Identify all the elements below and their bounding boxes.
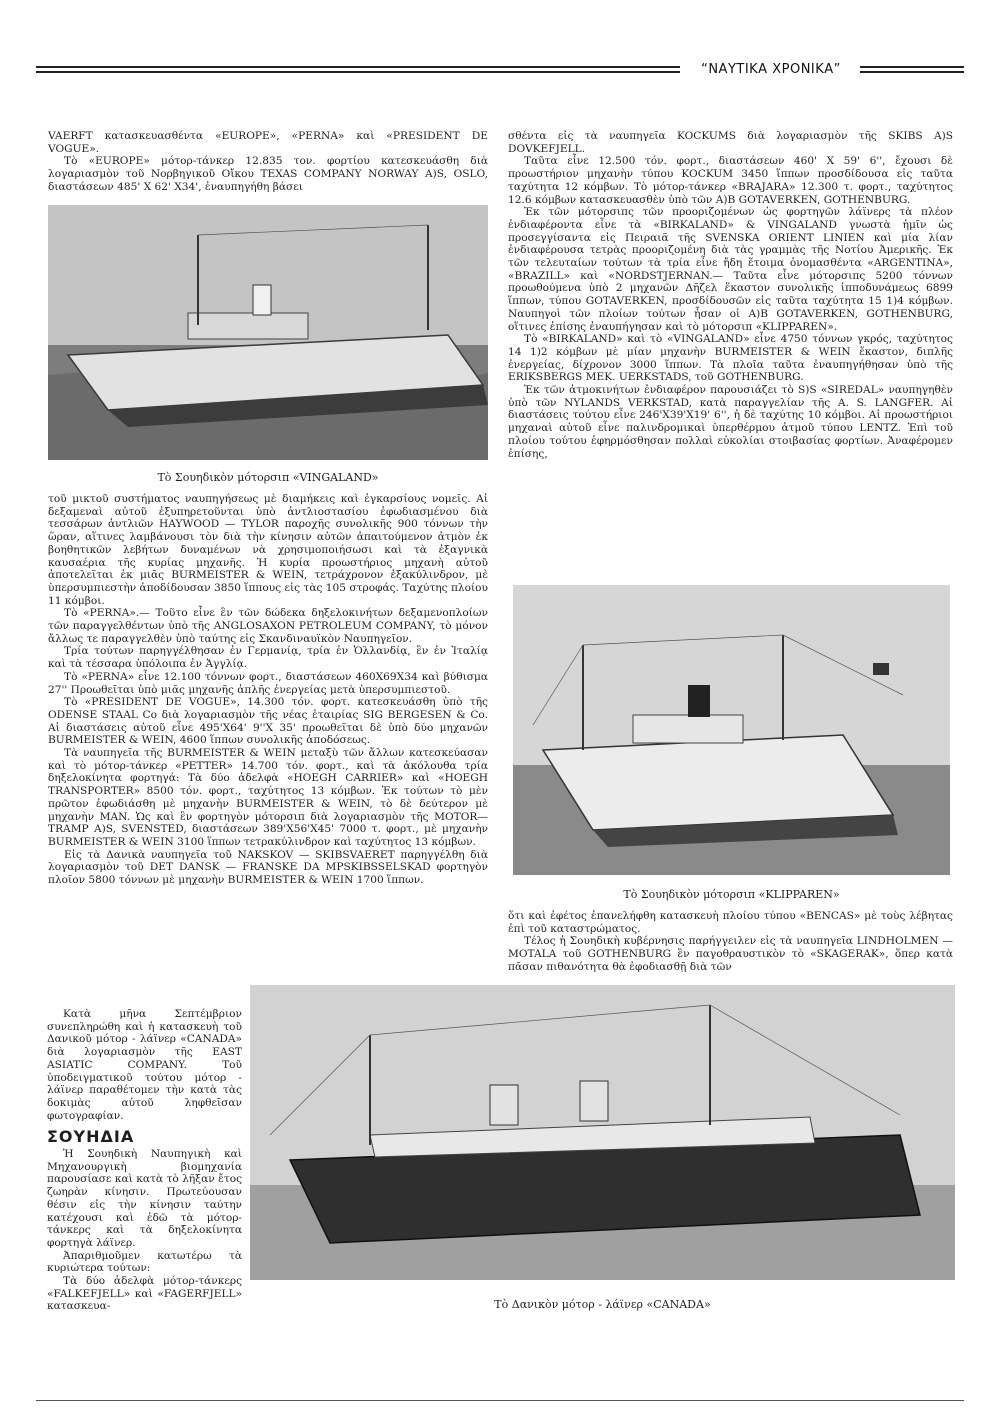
left-bottom-text	[47, 1008, 242, 1122]
paragraph: Τὰ ναυπηγεῖα τῆς BURMEISTER & WEIN μεταξὺ τῶν ἄλλων κατεσκεύασαν καὶ τὸ μότορ-τάνκερ «PETTER» 14.700 τόν. φορτ., καὶ τὰ ἀκόλουθα τρία δηξελοκίνητα φορτηγά: Τὰ δύο ἀδελφὰ «HOEGH CARRIER» καὶ «HOEGH TRANSPORTER» 8500 τόν. φορτ., ταχύτητος 13 κόμβων. Ἐκ τούτων τὸ μὲν πρῶτον ἐφωδιάσθη μὲ μηχανὴν BURMEISTER & WEIN, τὸ δὲ δεύτερον μὲ μηχανὴν MAN. Ὡς καὶ ἓν φορτηγὸν μότορσιπ διὰ λογαριασμὸν τῆς MOTOR—TRAMP A)S, SVENSTED, διαστάσεων 389'X56'X45' 7000 τ. φορτ., μὲ μηχανὴν BURMEISTER & WEIN 3100 ἵππων τετρακύλινδρον καὶ ταχύτητος 13 κόμβων.	[48, 747, 488, 848]
paragraph: Τὸ «PERNA».— Τοῦτο εἶνε ἓν τῶν δώδεκα δηξελοκινήτων δεξαμενοπλοίων τῶν παραγγελθέντων ὑπὸ τῆς ANGLOSAXON PETROLEUM COMPANY, τὸ μόνον ἄλλως τε παραγγελθὲν ὑπὸ ταύτης εἰς Σκανδιναυϊκὸν Ναυπηγεῖον.	[48, 607, 488, 645]
paragraph: Τὸ «BIRKALAND» καὶ τὸ «VINGALAND» εἶνε 4750 τόννων γκρός, ταχύτητος 14 1)2 κόμβων μὲ μίαν μηχανὴν BURMEISTER & WEIN ἕκαστον, διπλῆς ἐνεργείας, δίχρονον 3000 ἵππων. Τὰ πλοῖα ταῦτα ἐναυπηγήθησαν ὑπὸ τῆς ERIKSBERGS MEK. UERKSTADS, τοῦ GOTHENBURG.	[508, 333, 953, 384]
paragraph: Τὸ «PERNA» εἶνε 12.100 τόννων φορτ., διαστάσεων 460X69X34 καὶ βύθισμα 27'' Προωθεῖται ὑπὸ μιᾶς μηχανῆς ἁπλῆς ἐνεργείας μετὰ ὑπερσυμπιεστοῦ.	[48, 670, 488, 696]
paragraph: τοῦ μικτοῦ συστήματος ναυπηγήσεως μὲ διαμήκεις καὶ ἐγκαρσίους νομεῖς. Αἱ δεξαμεναὶ αὐτοῦ ἐξυπηρετοῦνται ὑπὸ ἀντλιοστασίου ἐφωδιασμένου διὰ τεσσάρων ἀντλιῶν HAYWOOD — TYLOR παροχῆς συνολικῆς 900 τόννων τὴν ὥραν, αἵτινες λαμβάνουσι τὸν διὰ τὴν κίνησιν αὐτῶν ἀπαιτούμενον ἀτμὸν ἐκ βοηθητικῶν λεβήτων δυναμένων νὰ χρησιμοποιήσωσι καὶ τὰ ἐξαγνικὰ καυσαέρια τῆς κυρίας μηχανῆς. Ἡ κυρία προωστήριος μηχανὴ αὐτοῦ ἀποτελεῖται ἐκ μιᾶς BURMEISTER & WEIN, τετράχρονον ἑξακύλινδρον, μὲ ὑπερσυμπιεστὴν ἀποδίδουσαν 3850 ἵππους εἰς τὰς 105 στροφάς. Ταχύτης πλοίου 11 κόμβοι.	[48, 493, 488, 607]
magazine-title: “ΝΑΥΤΙΚΑ ΧΡΟΝΙΚΑ”	[701, 62, 841, 77]
klipparen-photo	[513, 585, 950, 875]
bottom-rule	[36, 1400, 964, 1401]
paragraph: Τὸ «EUROPE» μότορ-τάνκερ 12.835 τον. φορτίου κατεσκευάσθη διὰ λογαριασμὸν τοῦ Νορβηγικοῦ Οἴκου TEXAS COMPANY NORWAY A)S, OSLO, διαστάσεων 485' X 62' X34', ἐναυπηγήθη βάσει	[48, 155, 488, 193]
paragraph: ὅτι καὶ ἐφέτος ἐπανελήφθη κατασκευὴ πλοίου τύπου «BENCAS» μὲ τοὺς λέβητας ἐπὶ τοῦ καταστρώματος.	[508, 910, 953, 935]
vingaland-caption: Τὸ Σουηδικὸν μότορσιπ «VINGALAND»	[157, 471, 379, 484]
left-top-text	[48, 130, 488, 194]
paragraph: Κατὰ μῆνα Σεπτέμβριον συνεπληρώθη καὶ ἡ κατασκευὴ τοῦ Δανικοῦ μότορ - λάϊνερ «CANADA» διὰ λογαριασμὸν τῆς EAST ASIATIC COMPANY. Τοῦ ὑποδειγματικοῦ τούτου μότορ - λάϊνερ παραθέτομεν τὴν κατὰ τὰς δοκιμὰς αὐτοῦ ληφθεῖσαν φωτογραφίαν.	[47, 1008, 242, 1122]
paragraph: Ταῦτα εἶνε 12.500 τόν. φορτ., διαστάσεων 460' X 59' 6'', ἔχουσι δὲ προωστήριον μηχανὴν τύπου KOCKUM 3450 ἵππων προσδίδουσα εἰς ταῦτα ταχύτητα 12 κόμβων. Τὸ μότορ-τάνκερ «BRAJARA» 12.300 τ. φορτ., ταχύτητος 12.6 κόμβων κατασκευασθὲν ὑπὸ τῶν A)B GOTAVERKEN, GOTHENBURG.	[508, 155, 953, 206]
canada-caption: Τὸ Δανικὸν μότορ - λάϊνερ «CANADA»	[494, 1298, 711, 1311]
header-rule-left-2	[36, 71, 680, 73]
paragraph: Τὸ «PRESIDENT DE VOGUE», 14.300 τόν. φορτ. κατεσκευάσθη ὑπὸ τῆς ODENSE STAAL Co διὰ λογαριασμὸν τῆς νέας ἑταιρίας SIG BERGESEN & Co. Αἱ διαστάσεις αὐτοῦ εἶνε 495'X64' 9''X 35' προωθεῖται δὲ ὑπὸ δύο μηχανῶν BURMEISTER & WEIN, 4600 ἵππων συνολικῆς ἀποδόσεως.	[48, 696, 488, 747]
paragraph: VAERFT κατασκευασθέντα «EUROPE», «PERNA» καὶ «PRESIDENT DE VOGUE».	[48, 130, 488, 155]
right-top-text	[508, 130, 953, 460]
left-mid-text	[48, 493, 488, 887]
header-rule-left	[36, 66, 680, 68]
right-bottom-text	[508, 910, 953, 974]
paragraph: Ἀπαριθμοῦμεν κατωτέρω τὰ κυριώτερα τούτων:	[47, 1249, 242, 1275]
ship-image	[250, 985, 955, 1280]
paragraph: Εἰς τὰ Δανικὰ ναυπηγεῖα τοῦ NAKSKOV — SKIBSVAERET παρηγγέλθη διὰ λογαριασμὸν τοῦ DET DANSK — FRANSKE DA MPSKIBSSELSKAD φορτηγὸν πλοῖον 5800 τόννων μὲ μηχανὴν BURMEISTER & WEIN 1700 ἵππων.	[48, 848, 488, 887]
paragraph: Ἐκ τῶν ἀτμοκινήτων ἐνδιαφέρον παρουσιάζει τὸ S)S «SIREDAL» ναυπηγηθὲν ὑπὸ τῶν NYLANDS VERKSTAD, κατὰ παραγγελίαν τῆς A. S. LANGFER. Αἱ διαστάσεις τούτου εἶνε 246'X39'X19' 6'', ἡ δὲ ταχύτης 10 κόμβοι. Αἱ προωστήριοι μηχαναὶ αὐτοῦ εἶνε παλινδρομικαὶ ὑπερθέρμου ἀτμοῦ τύπου LENTZ. Ἐπὶ τοῦ πλοίου τούτου ἐφηρμόσθησαν πολλαὶ εὐκολίαι στοιβασίας φορτίων. Ἀναφέρομεν ἐπίσης,	[508, 384, 953, 460]
paragraph: Τὰ δύο ἀδελφὰ μότορ-τάνκερς «FALKEFJELL» καὶ «FAGERFJELL» κατασκευα-	[47, 1275, 242, 1313]
canada-photo	[250, 985, 955, 1280]
paragraph: Τρία τούτων παρηγγέλθησαν ἐν Γερμανίᾳ, τρία ἐν Ὁλλανδίᾳ, ἓν ἐν Ἰταλίᾳ καὶ τὰ τέσσαρα ὑπόλοιπα ἐν Ἀγγλίᾳ.	[48, 645, 488, 671]
paragraph: Ἡ Σουηδικὴ Ναυπηγικὴ καὶ Μηχανουργικὴ βιομηχανία παρουσίασε καὶ κατὰ τὸ λῆξαν ἔτος ζωηρὰν κίνησιν. Πρωτεύουσαν θέσιν εἰς τὴν κίνησιν ταύτην κατέχουσι καὶ ἐδῶ τὰ μότορ-τάνκερς καὶ τὰ δηξελοκίνητα φορτηγὰ λάϊνερ.	[47, 1148, 242, 1249]
paragraph: Ἐκ τῶν μότορσιπς τῶν προοριζομένων ὡς φορτηγῶν λάϊνερς τὰ πλέον ἐνδιαφέροντα εἶνε τὰ «BIRKALAND» & VINGALAND γνωστὰ ἡμῖν ὡς προσεγγίσαντα εἰς Πειραιᾶ τῆς SVENSKA ORIENT LINIEN καὶ μία λίαν ἐνδιαφέρουσα τετρὰς προοριζομένη διὰ τὰς γραμμὰς τῆς Νοτίου Ἀμερικῆς. Ἐκ τῶν τελευταίων τούτων τὰ τρία εἶνε ἤδη ἕτοιμα ὀνομασθέντα «ARGENTINA», «BRAZILL» καὶ «NORDSTJERNAN.— Ταῦτα εἶνε μότορσιπς 5200 τόννων προωθούμενα ὑπὸ 2 μηχανῶν Δῆζελ ἕκαστον συνολικῆς ἱπποδυνάμεως 6899 ἵππων, τύπου GOTAVERKEN, προσδίδουσῶν εἰς ταῦτα ταχύτητα 15 1)4 κόμβων. Ναυπηγοὶ τῶν πλοίων τούτων ἦσαν οἱ A)B GOTAVERKEN, GOTHENBURG, οἵτινες ἐπίσης ἐναυπήγησαν καὶ τὸ μότορσιπ «KLIPPAREN».	[508, 206, 953, 333]
section-heading-sweden: ΣΟΥΗΔΙΑ	[47, 1127, 135, 1146]
header-rule-right	[860, 66, 964, 68]
paragraph: Τέλος ἡ Σουηδικὴ κυβέρνησις παρήγγειλεν εἰς τὰ ναυπηγεῖα LINDHOLMEN — MOTALA τοῦ GOTHENBURG ἓν παγοθραυστικὸν τὸ «SKAGERAK», ὅπερ κατὰ πᾶσαν πιθανότητα θὰ ἐφοδιασθῇ διὰ τῶν	[508, 935, 953, 973]
paragraph: σθέντα εἰς τὰ ναυπηγεῖα KOCKUMS διὰ λογαριασμὸν τῆς SKIBS A)S DOVKEFJELL.	[508, 130, 953, 155]
klipparen-caption: Τὸ Σουηδικὸν μότορσιπ «KLIPPAREN»	[623, 888, 840, 901]
header-rule-right-2	[860, 71, 964, 73]
sweden-text	[47, 1148, 242, 1313]
vingaland-photo	[48, 205, 488, 460]
ship-image	[513, 585, 950, 875]
ship-image	[48, 205, 488, 460]
